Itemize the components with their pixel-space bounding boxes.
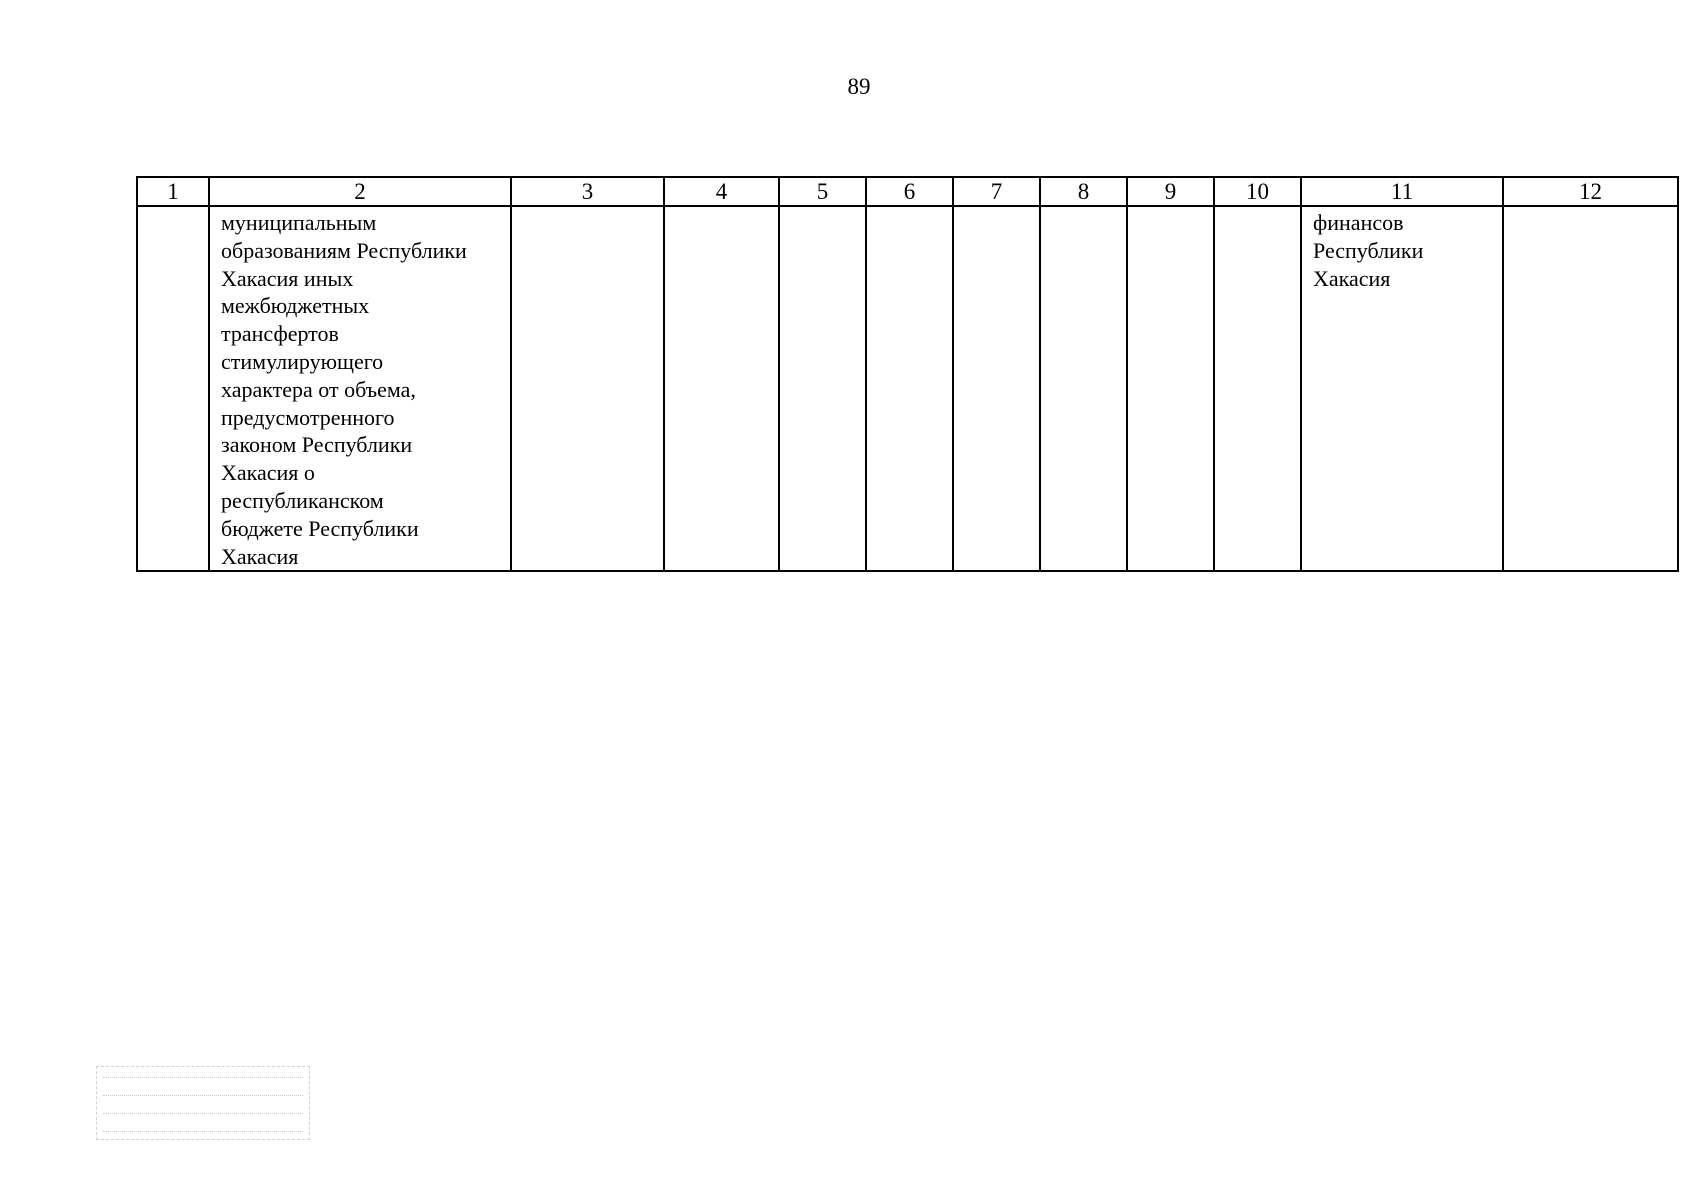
table-cell-col3 [511,206,664,571]
cell-text [512,207,663,209]
column-header: 4 [664,177,779,206]
column-header: 6 [866,177,953,206]
column-header: 2 [209,177,511,206]
page-number: 89 [847,74,871,99]
cell-text [1128,207,1213,209]
table-row [137,206,1678,571]
table-cell-col12 [1503,206,1678,571]
cell-text [1504,207,1677,209]
table-cell-col11 [1301,206,1503,571]
column-header: 9 [1127,177,1214,206]
cell-text: финансов Республики Хакасия [1313,210,1424,291]
table-cell-col10 [1214,206,1301,571]
table-cell-col9 [1127,206,1214,571]
column-header: 3 [511,177,664,206]
column-header: 12 [1503,177,1678,206]
column-header: 1 [137,177,209,206]
cell-text [1215,207,1300,209]
table-header-row [137,177,1678,206]
cell-text [954,207,1039,209]
column-header: 10 [1214,177,1301,206]
column-header: 5 [779,177,866,206]
column-header: 11 [1301,177,1503,206]
cell-text: муниципальным образованиям Республики Хакасия иных межбюджетных трансфертов стимулирующего характера от объема, предусмотренного законом Республики Хакасия о республиканском бюджете Республики Хакасия [221,210,467,569]
table-cell-col4 [664,206,779,571]
cell-text [138,207,208,209]
column-header: 7 [953,177,1040,206]
table-cell-col2 [209,206,511,571]
document-table [136,176,1679,572]
column-header: 8 [1040,177,1127,206]
cell-text [780,207,865,209]
table-cell-col5 [779,206,866,571]
table-cell-col7 [953,206,1040,571]
table-cell-col1 [137,206,209,571]
cell-text [867,207,952,209]
cell-text [665,207,778,209]
table-cell-col6 [866,206,953,571]
faded-stamp [96,1066,310,1140]
cell-text [1041,207,1126,209]
table-cell-col8 [1040,206,1127,571]
